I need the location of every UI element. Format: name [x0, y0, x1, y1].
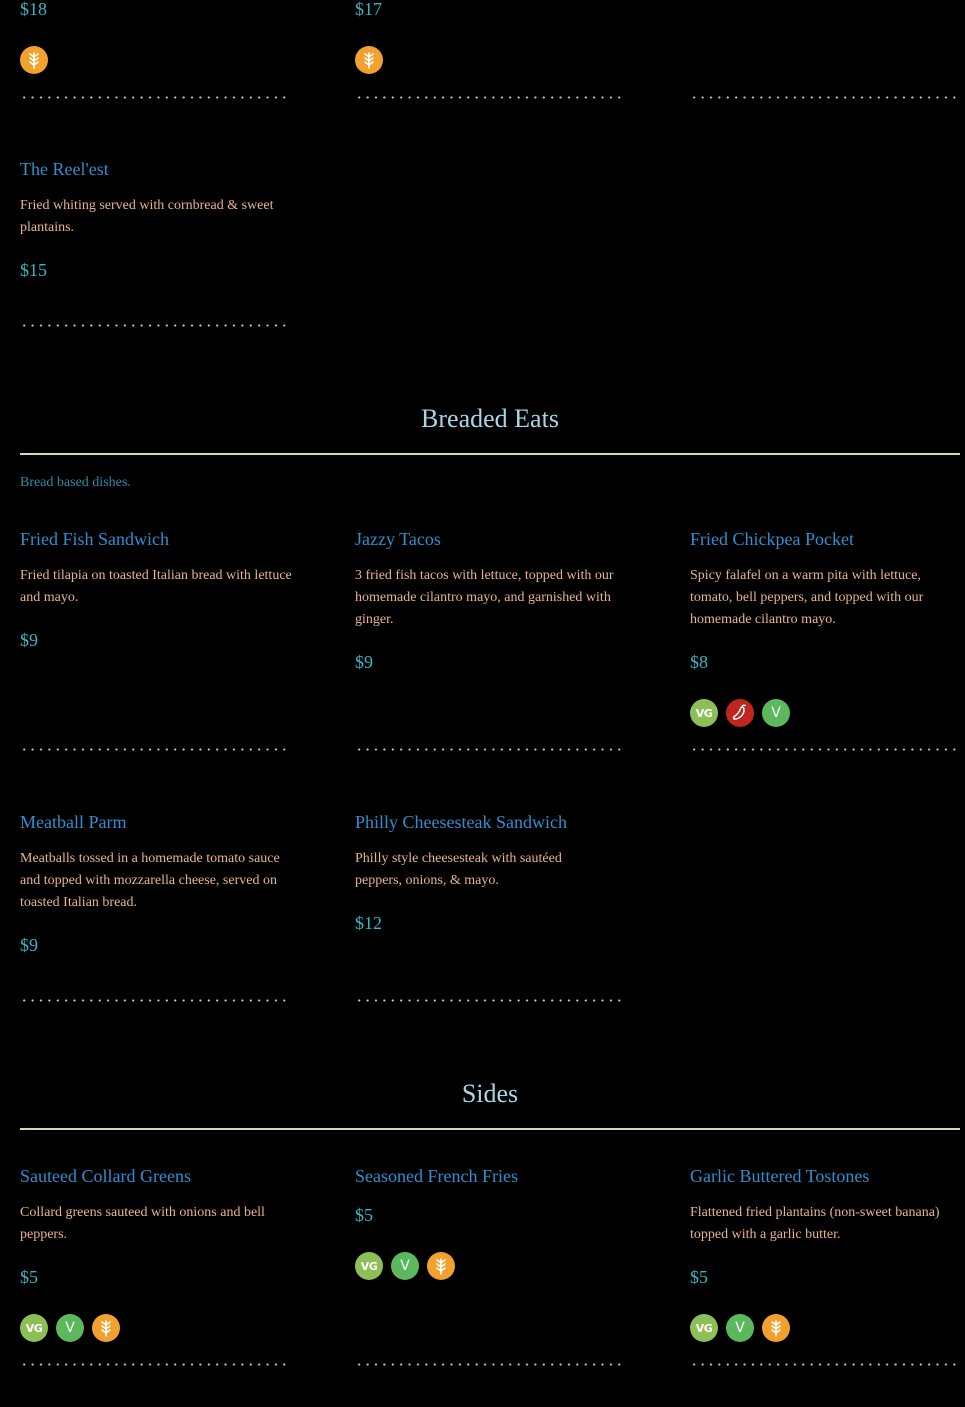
vegetarian-icon: V	[726, 1314, 754, 1342]
menu-item-price: $15	[20, 260, 47, 280]
gluten-free-icon	[762, 1314, 790, 1342]
menu-item-title: Jazzy Tacos	[355, 529, 441, 549]
diet-icons	[355, 1252, 455, 1280]
diet-icons	[690, 699, 790, 727]
item-divider	[20, 96, 290, 99]
menu-item-title: Fried Chickpea Pocket	[690, 529, 854, 549]
menu-item-price: $5	[20, 1267, 38, 1287]
vegan-icon: VG	[690, 699, 718, 727]
vegan-icon: VG	[355, 1252, 383, 1280]
item-divider	[355, 999, 625, 1002]
item-divider	[690, 1363, 960, 1366]
section-title: Breaded Eats	[421, 404, 559, 433]
diet-icons	[355, 46, 383, 74]
item-divider	[690, 96, 960, 99]
diet-icons	[20, 1314, 120, 1342]
gluten-free-icon	[92, 1314, 120, 1342]
item-divider	[20, 1363, 290, 1366]
menu-item-title: Fried Fish Sandwich	[20, 529, 170, 549]
vegetarian-icon: V	[391, 1252, 419, 1280]
item-divider	[355, 1363, 625, 1366]
menu-item-title: Seasoned French Fries	[355, 1166, 518, 1186]
menu-item-title: The Reel'est	[20, 159, 109, 179]
menu-item-price: $9	[355, 652, 373, 672]
menu-item-description: 3 fried fish tacos with lettuce, topped with our homemade cilantro mayo, and garnished with ginger.	[355, 568, 614, 627]
diet-icons	[690, 1314, 790, 1342]
menu-item-description: Fried whiting served with cornbread & sweet plantains.	[20, 198, 274, 235]
menu-item-price: $9	[20, 935, 38, 955]
menu-item-price: $5	[690, 1267, 708, 1287]
menu-item-price: $18	[20, 0, 47, 19]
item-divider	[355, 96, 625, 99]
menu-item-title: Meatball Parm	[20, 812, 127, 832]
item-divider	[20, 748, 290, 751]
gluten-free-icon	[20, 46, 48, 74]
gluten-free-icon	[427, 1252, 455, 1280]
menu-item-price: $12	[355, 913, 382, 933]
gluten-free-icon	[355, 46, 383, 74]
menu-item-price: $5	[355, 1205, 373, 1225]
section-description: Bread based dishes.	[20, 475, 131, 490]
vegetarian-icon: V	[762, 699, 790, 727]
menu-item-price: $9	[20, 630, 38, 650]
item-divider	[690, 748, 960, 751]
vegan-icon: VG	[690, 1314, 718, 1342]
vegetarian-icon: V	[56, 1314, 84, 1342]
item-divider	[355, 748, 625, 751]
item-divider	[20, 324, 290, 327]
spicy-icon	[726, 699, 754, 727]
menu-item-title: Garlic Buttered Tostones	[690, 1166, 870, 1186]
diet-icons	[20, 46, 48, 74]
section-title: Sides	[461, 1079, 519, 1108]
menu-item-price: $8	[690, 652, 708, 672]
menu-item-description: Spicy falafel on a warm pita with lettuce, tomato, bell peppers, and topped with our homemade cilantro mayo.	[690, 568, 924, 627]
menu-item-description: Philly style cheesesteak with sautéed peppers, onions, & mayo.	[355, 851, 562, 888]
menu-item-description: Meatballs tossed in a homemade tomato sauce and topped with mozzarella cheese, served on toasted Italian bread.	[20, 851, 280, 910]
section-rule	[20, 1128, 960, 1130]
menu-item-title: Philly Cheesesteak Sandwich	[355, 812, 567, 832]
vegan-icon: VG	[20, 1314, 48, 1342]
menu-item-description: Fried tilapia on toasted Italian bread with lettuce and mayo.	[20, 568, 292, 605]
section-rule	[20, 453, 960, 455]
menu-item-description: Collard greens sauteed with onions and bell peppers.	[20, 1205, 265, 1242]
item-divider	[20, 999, 290, 1002]
menu-item-description: Flattened fried plantains (non-sweet banana) topped with a garlic butter.	[690, 1205, 940, 1242]
menu-item-title: Sauteed Collard Greens	[20, 1166, 191, 1186]
menu-item-price: $17	[355, 0, 382, 19]
